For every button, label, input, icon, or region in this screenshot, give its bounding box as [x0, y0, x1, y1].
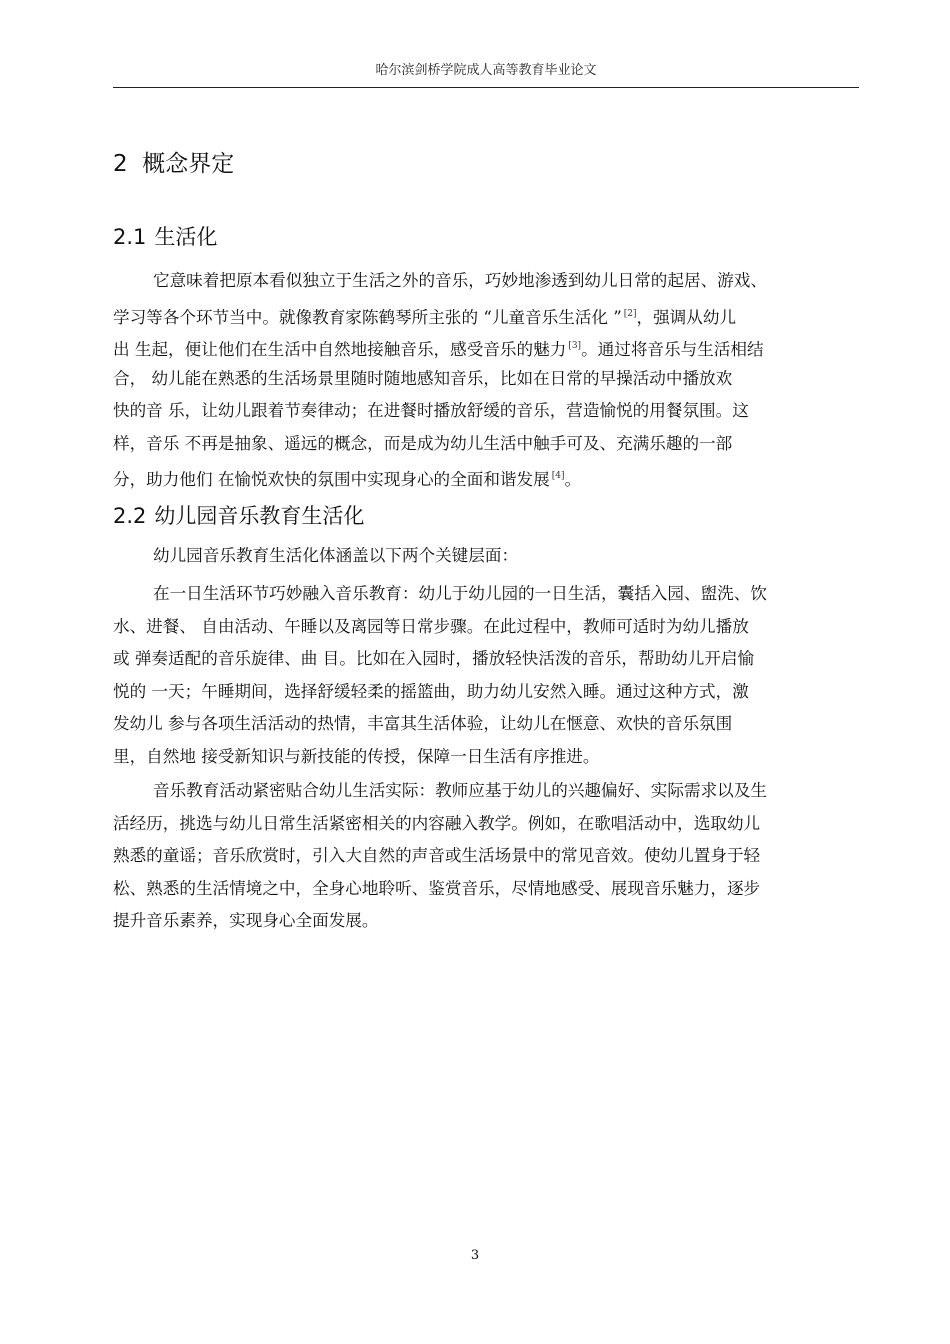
section-number: 2.2 [113, 504, 147, 528]
section-heading-2-1 [113, 222, 217, 252]
running-header: 哈尔滨剑桥学院成人高等教育毕业论文 [375, 63, 597, 78]
text-line: 快的音 乐，让幼儿跟着节奏律动；在进餐时播放舒缓的音乐，营造愉悦的用餐氛围。这 [113, 401, 749, 420]
paragraph-2-1 [113, 265, 859, 493]
text-fragment: 。 [564, 470, 582, 489]
section-title: 生活化 [154, 225, 218, 249]
text-line: 松、熟悉的生活情境之中，全身心地聆听、鉴赏音乐，尽情地感受、展现音乐魅力，逐步 [113, 878, 761, 898]
section-heading-2-2 [113, 501, 364, 531]
paragraph-2-2-2 [113, 775, 859, 938]
text-line [113, 460, 859, 493]
text-fragment: 分，助力他们 在愉悦欢快的氛围中实现身心的全面和谐发展 [113, 470, 550, 489]
text-line [113, 330, 859, 363]
text-line: 活经历，挑选与幼儿日常生活紧密相关的内容融入教学。例如，在歌唱活动中，选取幼儿 [113, 813, 761, 833]
text-fragment: 。通过将音乐与生活相结 [581, 340, 764, 359]
citation: [3] [568, 341, 582, 351]
text-line: 里，自然地 接受新知识与新技能的传授，保障一日生活有序推进。 [113, 746, 600, 766]
text-line: 或 弹奏适配的音乐旋律、曲 目。比如在入园时，播放轻快活泼的音乐，帮助幼儿开启愉 [113, 649, 755, 668]
text-line: 样，音乐 不再是抽象、遥远的概念，而是成为幼儿生活中触手可及、充满乐趣的一部 [113, 433, 733, 453]
text-line: 悦的 一天；午睡期间，选择舒缓轻柔的摇篮曲，助力幼儿安然入睡。通过这种方式，激 [113, 681, 749, 701]
text-line: 熟悉的童谣；音乐欣赏时，引入大自然的声音或生活场景中的常见音效。使幼儿置身于轻 [113, 846, 761, 865]
header-rule [113, 87, 859, 88]
paragraph-2-2-intro [113, 540, 859, 573]
text-line [113, 298, 859, 331]
text-fragment: ，强调从幼儿 [636, 307, 737, 327]
page-number: 3 [470, 1248, 480, 1263]
text-line: 幼儿园音乐教育生活化体涵盖以下两个关键层面： [153, 546, 519, 565]
section-number: 2.1 [113, 225, 147, 249]
section-title: 幼儿园音乐教育生活化 [154, 504, 365, 528]
text-line: 音乐教育活动紧密贴合幼儿生活实际：教师应基于幼儿的兴趣偏好、实际需求以及生 [153, 781, 767, 800]
text-line: 水、进餐、 自由活动、午睡以及离园等日常步骤。在此过程中，教师可适时为幼儿播放 [113, 616, 749, 636]
chapter-heading [113, 148, 234, 180]
paragraph-2-2-1 [113, 578, 859, 773]
citation: [4] [551, 471, 565, 481]
text-line: 它意味着把原本看似独立于生活之外的音乐，巧妙地渗透到幼儿日常的起居、游戏、 [153, 271, 767, 290]
text-line: 发幼儿 参与各项生活活动的热情，丰富其生活体验，让幼儿在惬意、欢快的音乐氛围 [113, 714, 733, 733]
text-fragment: 出 生起，便让他们在生活中自然地接触音乐，感受音乐的魅力 [113, 340, 567, 359]
chapter-title: 概念界定 [142, 151, 235, 177]
text-line: 合， 幼儿能在熟悉的生活场景里随时随地感知音乐，比如在日常的早操活动中播放欢 [113, 368, 733, 388]
chapter-number: 2 [113, 151, 128, 177]
text-line: 提升音乐素养，实现身心全面发展。 [113, 911, 379, 930]
citation: [2] [623, 308, 637, 319]
text-fragment: 学习等各个环节当中。就像教育家陈鹤琴所主张的 “儿童音乐生活化 ” [113, 307, 622, 327]
text-line: 在一日生活环节巧妙融入音乐教育：幼儿于幼儿园的一日生活，囊括入园、盥洗、饮 [153, 584, 767, 603]
